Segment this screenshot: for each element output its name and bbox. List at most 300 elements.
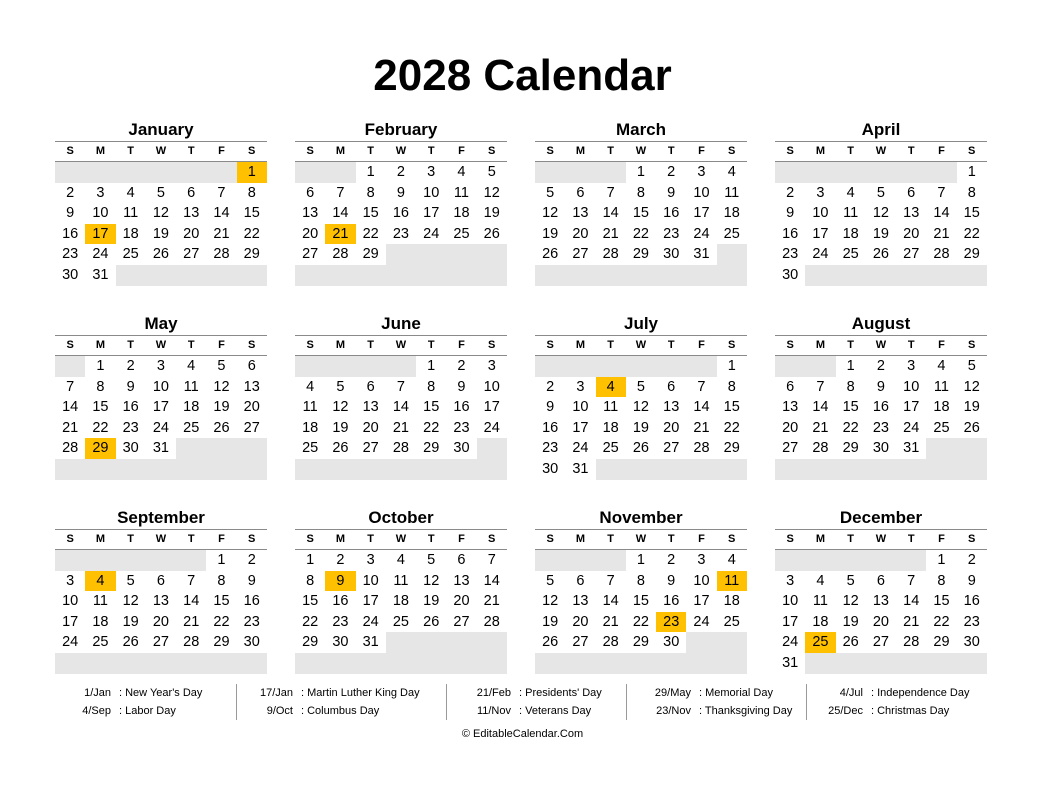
empty-day-cell bbox=[656, 653, 686, 674]
day-cell: 13 bbox=[663, 399, 680, 416]
empty-day-cell bbox=[596, 162, 626, 183]
empty-day-cell bbox=[55, 356, 85, 377]
empty-day-cell bbox=[446, 265, 476, 286]
holiday-date: 4/Sep bbox=[82, 704, 111, 717]
day-cell: 9 bbox=[247, 572, 256, 589]
empty-day-cell bbox=[866, 550, 896, 571]
empty-day-cell bbox=[176, 550, 206, 571]
day-cell: 20 bbox=[782, 419, 799, 436]
day-cell: 8 bbox=[727, 378, 736, 395]
day-cell: 11 bbox=[603, 399, 619, 416]
day-cell: 10 bbox=[572, 399, 589, 416]
weekday-header bbox=[535, 530, 747, 550]
day-cell: 29 bbox=[302, 634, 319, 651]
day-cell: 22 bbox=[933, 613, 950, 630]
empty-day-cell bbox=[717, 632, 747, 653]
day-cell: 13 bbox=[183, 205, 200, 222]
empty-day-cell bbox=[596, 356, 626, 377]
empty-day-cell bbox=[656, 356, 686, 377]
weekday-label: S bbox=[488, 533, 496, 545]
day-cell: 28 bbox=[933, 246, 950, 263]
day-cell: 20 bbox=[453, 593, 470, 610]
day-cell: 10 bbox=[423, 184, 440, 201]
day-cell: 12 bbox=[632, 399, 649, 416]
day-cell: 30 bbox=[542, 460, 559, 477]
day-cell: 4 bbox=[396, 552, 405, 568]
empty-day-cell bbox=[836, 550, 866, 571]
month-july bbox=[535, 312, 747, 480]
holiday-group bbox=[626, 684, 806, 720]
day-cell: 8 bbox=[967, 184, 976, 201]
day-cell: 26 bbox=[483, 225, 500, 242]
day-cell: 26 bbox=[152, 246, 169, 263]
day-cell: 11 bbox=[123, 205, 139, 222]
day-cell: 1 bbox=[96, 358, 105, 374]
day-cell: 8 bbox=[636, 184, 645, 201]
weekday-label: S bbox=[728, 533, 736, 545]
day-cell: 28 bbox=[693, 440, 710, 457]
day-cell: 28 bbox=[483, 613, 500, 630]
day-cell: 21 bbox=[602, 613, 619, 630]
week-row bbox=[295, 377, 507, 398]
empty-day-cell bbox=[176, 162, 206, 183]
day-cell: 30 bbox=[62, 266, 79, 283]
weekday-label: M bbox=[335, 533, 345, 545]
holiday-date: 11/Nov bbox=[476, 704, 511, 717]
day-cell: 7 bbox=[336, 184, 345, 201]
empty-day-cell bbox=[866, 459, 896, 480]
day-cell: 26 bbox=[872, 246, 889, 263]
day-cell: 16 bbox=[963, 593, 980, 610]
week-row bbox=[775, 244, 987, 265]
empty-day-cell bbox=[55, 653, 85, 674]
day-cell: 1 bbox=[967, 164, 976, 180]
day-cell: 12 bbox=[963, 378, 980, 395]
day-cell: 21 bbox=[693, 419, 710, 436]
empty-day-cell bbox=[866, 265, 896, 286]
day-cell: 27 bbox=[572, 634, 589, 651]
weekday-label: W bbox=[155, 533, 167, 545]
day-cell: 30 bbox=[332, 634, 349, 651]
weekday-label: T bbox=[907, 533, 915, 545]
week-row bbox=[775, 224, 987, 245]
day-cell: 14 bbox=[483, 572, 500, 589]
day-cell: 6 bbox=[187, 184, 196, 201]
day-cell: 10 bbox=[693, 184, 710, 201]
day-cell: 20 bbox=[152, 613, 169, 630]
day-cell: 5 bbox=[846, 572, 855, 589]
day-cell: 7 bbox=[606, 184, 615, 201]
day-cell: 1 bbox=[306, 552, 315, 568]
day-cell: 17 bbox=[812, 225, 829, 242]
day-cell: 4 bbox=[187, 358, 196, 374]
month-name: May bbox=[55, 312, 267, 336]
day-cell: 23 bbox=[243, 613, 260, 630]
empty-day-cell bbox=[477, 265, 507, 286]
holiday-group bbox=[55, 684, 236, 720]
day-cell: 11 bbox=[843, 205, 859, 222]
weekday-label: T bbox=[847, 533, 855, 545]
week-row bbox=[295, 571, 507, 592]
day-cell: 13 bbox=[243, 378, 260, 395]
day-cell: 6 bbox=[156, 572, 165, 589]
day-cell: 18 bbox=[602, 419, 619, 436]
day-cell: 15 bbox=[842, 399, 859, 416]
day-cell: 29 bbox=[213, 634, 230, 651]
week-row bbox=[295, 224, 507, 245]
week-row bbox=[295, 591, 507, 612]
day-cell: 13 bbox=[362, 399, 379, 416]
week-row bbox=[55, 550, 267, 571]
week-row bbox=[55, 244, 267, 265]
week-row bbox=[775, 418, 987, 439]
empty-day-cell bbox=[295, 162, 325, 183]
day-cell: 15 bbox=[243, 205, 260, 222]
day-cell: 9 bbox=[667, 184, 676, 201]
day-cell: 5 bbox=[156, 184, 165, 201]
day-cell: 11 bbox=[453, 184, 469, 201]
day-cell: 28 bbox=[332, 246, 349, 263]
day-cell: 17 bbox=[152, 399, 169, 416]
weekday-label: T bbox=[847, 339, 855, 351]
month-february bbox=[295, 118, 507, 286]
day-cell: 6 bbox=[786, 378, 795, 395]
day-cell: 1 bbox=[636, 552, 645, 568]
holiday-entry bbox=[241, 685, 442, 702]
empty-day-cell bbox=[836, 265, 866, 286]
empty-day-cell bbox=[146, 459, 176, 480]
empty-day-cell bbox=[416, 653, 446, 674]
week-row bbox=[295, 397, 507, 418]
weekday-label: W bbox=[875, 339, 887, 351]
day-cell: 23 bbox=[392, 225, 409, 242]
day-cell: 16 bbox=[392, 205, 409, 222]
week-row bbox=[775, 550, 987, 571]
weekday-label: S bbox=[488, 339, 496, 351]
weekday-label: M bbox=[95, 145, 105, 157]
weekday-label: S bbox=[786, 145, 794, 157]
day-cell: 27 bbox=[302, 246, 319, 263]
week-row bbox=[535, 591, 747, 612]
day-cell: 7 bbox=[907, 572, 916, 589]
day-cell: 6 bbox=[366, 378, 375, 395]
day-cell: 26 bbox=[213, 419, 230, 436]
day-cell: 15 bbox=[723, 399, 740, 416]
day-cell: 8 bbox=[306, 572, 315, 589]
day-cell: 19 bbox=[542, 613, 559, 630]
month-name: July bbox=[535, 312, 747, 336]
week-row bbox=[55, 418, 267, 439]
empty-day-cell bbox=[896, 653, 926, 674]
empty-day-cell bbox=[325, 459, 355, 480]
day-cell: 15 bbox=[302, 593, 319, 610]
day-cell: 16 bbox=[663, 205, 680, 222]
day-cell: 3 bbox=[816, 184, 825, 201]
weekday-header bbox=[775, 336, 987, 356]
day-cell: 1 bbox=[427, 358, 436, 374]
empty-day-cell bbox=[805, 265, 835, 286]
empty-day-cell bbox=[565, 356, 595, 377]
day-cell: 9 bbox=[876, 378, 885, 395]
day-cell: 30 bbox=[453, 440, 470, 457]
day-cell: 31 bbox=[152, 440, 169, 457]
weekday-label: T bbox=[607, 533, 615, 545]
week-row bbox=[295, 418, 507, 439]
month-june bbox=[295, 312, 507, 480]
weekday-label: T bbox=[847, 145, 855, 157]
day-cell: 8 bbox=[96, 378, 105, 395]
weekday-label: S bbox=[728, 145, 736, 157]
empty-day-cell bbox=[416, 632, 446, 653]
day-cell: 15 bbox=[92, 399, 109, 416]
day-cell: 23 bbox=[453, 419, 470, 436]
empty-day-cell bbox=[565, 162, 595, 183]
day-cell: 9 bbox=[967, 572, 976, 589]
empty-day-cell bbox=[116, 265, 146, 286]
day-cell: 26 bbox=[423, 613, 440, 630]
empty-day-cell bbox=[55, 550, 85, 571]
week-row bbox=[775, 377, 987, 398]
day-cell: 19 bbox=[542, 225, 559, 242]
month-name: August bbox=[775, 312, 987, 336]
day-cell: 25 bbox=[453, 225, 470, 242]
day-cell: 28 bbox=[602, 246, 619, 263]
day-cell: 7 bbox=[487, 552, 496, 568]
day-cell: 16 bbox=[542, 419, 559, 436]
week-row bbox=[775, 653, 987, 674]
day-cell: 2 bbox=[396, 164, 405, 180]
week-row bbox=[55, 653, 267, 674]
holiday-entry bbox=[241, 703, 442, 720]
weekday-label: W bbox=[875, 533, 887, 545]
day-cell: 5 bbox=[336, 378, 345, 395]
weekday-label: M bbox=[95, 339, 105, 351]
day-cell: 10 bbox=[693, 572, 710, 589]
day-cell: 4 bbox=[846, 184, 855, 201]
day-cell: 26 bbox=[842, 634, 859, 651]
week-row bbox=[295, 612, 507, 633]
day-cell: 22 bbox=[723, 419, 740, 436]
week-row bbox=[295, 203, 507, 224]
day-cell: 29 bbox=[963, 246, 980, 263]
week-row bbox=[775, 632, 987, 653]
day-cell: 14 bbox=[812, 399, 829, 416]
day-cell: 13 bbox=[302, 205, 319, 222]
day-cell: 7 bbox=[816, 378, 825, 395]
empty-day-cell bbox=[146, 653, 176, 674]
empty-day-cell bbox=[626, 653, 656, 674]
empty-day-cell bbox=[656, 265, 686, 286]
weekday-label: T bbox=[187, 533, 195, 545]
month-name: December bbox=[775, 506, 987, 530]
day-cell: 24 bbox=[693, 225, 710, 242]
weekday-label: F bbox=[698, 339, 705, 351]
day-cell: 16 bbox=[62, 225, 79, 242]
empty-day-cell bbox=[896, 550, 926, 571]
day-cell: 7 bbox=[697, 378, 706, 395]
empty-day-cell bbox=[717, 244, 747, 265]
weekday-label: S bbox=[66, 339, 74, 351]
holiday-entry bbox=[59, 685, 232, 702]
day-cell: 26 bbox=[542, 246, 559, 263]
day-cell: 8 bbox=[366, 184, 375, 201]
day-cell: 15 bbox=[632, 205, 649, 222]
empty-day-cell bbox=[686, 632, 716, 653]
week-row bbox=[535, 377, 747, 398]
weekday-label: T bbox=[127, 339, 135, 351]
day-cell: 28 bbox=[903, 634, 920, 651]
empty-day-cell bbox=[896, 459, 926, 480]
empty-day-cell bbox=[206, 653, 236, 674]
day-cell: 18 bbox=[723, 205, 740, 222]
day-cell: 11 bbox=[812, 593, 828, 610]
weekday-header bbox=[295, 530, 507, 550]
weekday-label: S bbox=[546, 339, 554, 351]
holiday-date: 17/Jan bbox=[259, 686, 293, 699]
day-cell: 14 bbox=[392, 399, 409, 416]
day-cell: 13 bbox=[872, 593, 889, 610]
week-row bbox=[775, 265, 987, 286]
day-cell: 10 bbox=[903, 378, 920, 395]
empty-day-cell bbox=[446, 459, 476, 480]
weekday-label: M bbox=[575, 533, 585, 545]
weekday-label: S bbox=[306, 145, 314, 157]
day-cell: 22 bbox=[302, 613, 319, 630]
holiday-date: 21/Feb bbox=[476, 686, 511, 699]
month-december bbox=[775, 506, 987, 674]
empty-day-cell bbox=[866, 653, 896, 674]
day-cell: 18 bbox=[392, 593, 409, 610]
week-row bbox=[55, 265, 267, 286]
day-cell: 8 bbox=[217, 572, 226, 589]
week-row bbox=[55, 632, 267, 653]
holiday-entry bbox=[59, 703, 232, 720]
empty-day-cell bbox=[775, 162, 805, 183]
day-cell: 26 bbox=[122, 634, 139, 651]
day-cell: 25 bbox=[302, 440, 319, 457]
day-cell: 11 bbox=[393, 572, 409, 589]
day-cell: 14 bbox=[602, 593, 619, 610]
weekday-label: W bbox=[395, 533, 407, 545]
day-cell: 6 bbox=[457, 552, 466, 568]
day-cell: 21 bbox=[903, 613, 920, 630]
holiday-name: : Columbus Day bbox=[301, 704, 380, 717]
day-cell: 26 bbox=[332, 440, 349, 457]
day-cell: 22 bbox=[632, 225, 649, 242]
week-row bbox=[535, 418, 747, 439]
holiday-entry bbox=[631, 703, 802, 720]
weekday-label: M bbox=[335, 145, 345, 157]
weekday-label: W bbox=[635, 145, 647, 157]
day-cell: 10 bbox=[62, 593, 79, 610]
empty-day-cell bbox=[896, 162, 926, 183]
day-cell: 21 bbox=[812, 419, 829, 436]
day-cell: 21 bbox=[483, 593, 500, 610]
day-cell: 11 bbox=[724, 184, 740, 201]
holiday-name: : Presidents' Day bbox=[519, 686, 602, 699]
day-cell: 10 bbox=[483, 378, 500, 395]
day-cell: 30 bbox=[663, 634, 680, 651]
day-cell: 17 bbox=[572, 419, 589, 436]
holiday-group bbox=[806, 684, 990, 720]
day-cell: 19 bbox=[963, 399, 980, 416]
weekday-label: S bbox=[66, 145, 74, 157]
day-cell: 27 bbox=[183, 246, 200, 263]
empty-day-cell bbox=[535, 550, 565, 571]
day-cell: 15 bbox=[933, 593, 950, 610]
empty-day-cell bbox=[926, 459, 956, 480]
month-august bbox=[775, 312, 987, 480]
holiday-name: : Thanksgiving Day bbox=[699, 704, 793, 717]
weekday-header bbox=[775, 530, 987, 550]
day-cell: 30 bbox=[243, 634, 260, 651]
day-cell: 5 bbox=[217, 358, 226, 374]
day-cell: 30 bbox=[663, 246, 680, 263]
day-cell: 9 bbox=[396, 184, 405, 201]
weekday-label: S bbox=[968, 533, 976, 545]
day-cell: 5 bbox=[126, 572, 135, 589]
day-cell: 4 bbox=[816, 572, 825, 589]
empty-day-cell bbox=[55, 162, 85, 183]
day-cell: 13 bbox=[903, 205, 920, 222]
month-september bbox=[55, 506, 267, 674]
week-row bbox=[55, 183, 267, 204]
day-cell: 13 bbox=[572, 593, 589, 610]
week-row bbox=[535, 162, 747, 183]
weekday-header bbox=[55, 530, 267, 550]
empty-day-cell bbox=[477, 632, 507, 653]
empty-day-cell bbox=[386, 653, 416, 674]
day-cell: 12 bbox=[122, 593, 139, 610]
day-cell: 24 bbox=[62, 634, 79, 651]
day-cell: 21 bbox=[392, 419, 409, 436]
empty-day-cell bbox=[596, 653, 626, 674]
week-row bbox=[535, 244, 747, 265]
day-cell: 11 bbox=[302, 399, 318, 416]
day-cell: 14 bbox=[62, 399, 79, 416]
empty-day-cell bbox=[957, 265, 987, 286]
weekday-header bbox=[295, 336, 507, 356]
day-cell: 18 bbox=[183, 399, 200, 416]
day-cell: 1 bbox=[366, 164, 375, 180]
day-cell: 22 bbox=[963, 225, 980, 242]
day-cell: 8 bbox=[247, 184, 256, 201]
day-cell: 24 bbox=[812, 246, 829, 263]
weekday-label: W bbox=[155, 339, 167, 351]
day-cell: 29 bbox=[243, 246, 260, 263]
empty-day-cell bbox=[535, 356, 565, 377]
day-cell: 2 bbox=[126, 358, 135, 374]
month-name: September bbox=[55, 506, 267, 530]
day-cell: 7 bbox=[606, 572, 615, 589]
holiday-entry bbox=[451, 685, 622, 702]
day-cell: 1 bbox=[727, 358, 736, 374]
empty-day-cell bbox=[926, 162, 956, 183]
empty-day-cell bbox=[477, 438, 507, 459]
day-cell: 10 bbox=[92, 205, 109, 222]
day-cell: 8 bbox=[846, 378, 855, 395]
day-cell: 23 bbox=[872, 419, 889, 436]
empty-day-cell bbox=[957, 653, 987, 674]
weekday-label: T bbox=[667, 339, 675, 351]
day-cell: 16 bbox=[122, 399, 139, 416]
weekday-label: F bbox=[938, 339, 945, 351]
day-cell: 29 bbox=[423, 440, 440, 457]
day-cell: 3 bbox=[487, 358, 496, 374]
day-cell: 23 bbox=[542, 440, 559, 457]
week-row bbox=[55, 571, 267, 592]
day-cell: 10 bbox=[362, 572, 379, 589]
